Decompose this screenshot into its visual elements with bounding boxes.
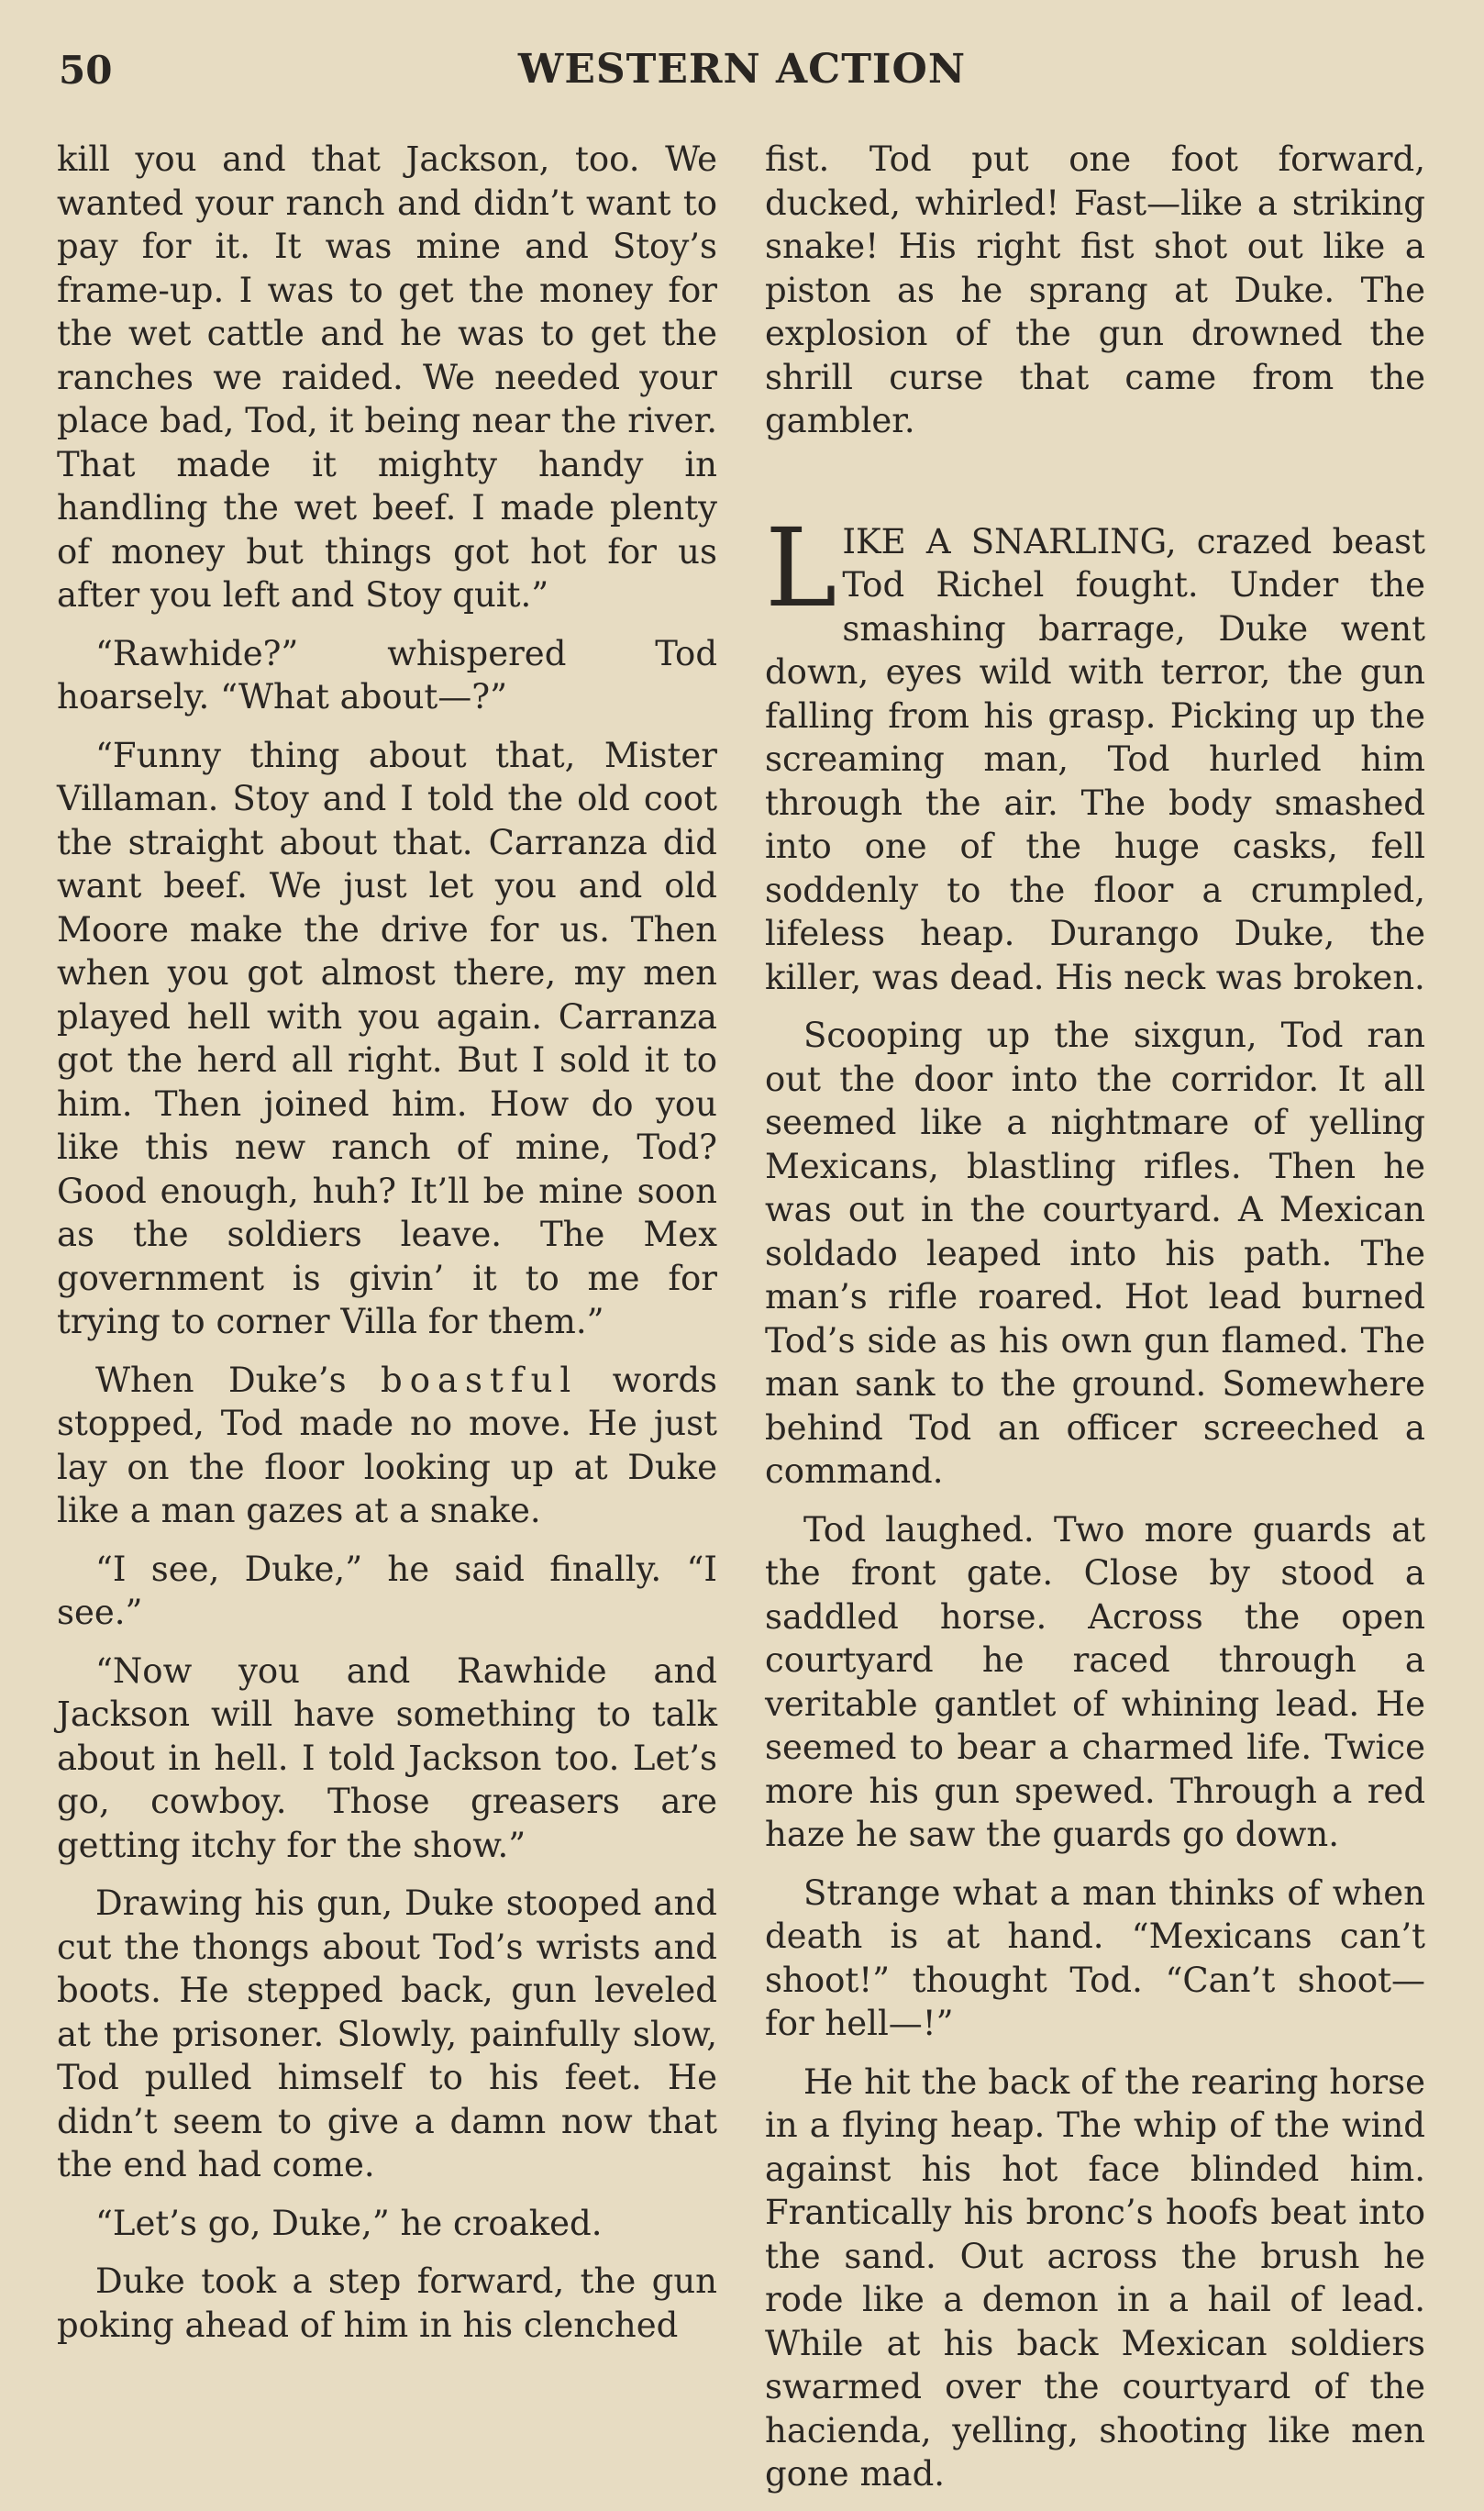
paragraph: “Funny thing about that, Mister Villaman. Stoy and I told the old coot the straight about that. Carranza did want beef. We just let you and old Moore make the drive for us. Then when you got almost there, my men played hell with you again. Carranza got the herd all right. But I sold it to him. Then joined him. How do you like this new ranch of mine, Tod? Good enough, huh? It’ll be mine soon as the soldiers leave. The Mex government is givin’ it to me for trying to corner Villa for them.” [57, 735, 717, 1341]
paragraph: He hit the back of the rearing horse in a flying heap. The whip of the wind against his hot face blinded him. Frantically his bronc’s hoofs beat into the sand. Out across the brush he rode like a demon in a hail of lead. While at his back Mexican soldiers swarmed over the courtyard of the hacienda, yelling, shooting like men gone mad. [765, 2061, 1425, 2494]
paragraph [57, 1359, 717, 1533]
paragraph: Scooping up the sixgun, Tod ran out the door into the corridor. It all seemed like a nightmare of yelling Mexicans, blastling rifles. Then he was out in the courtyard. A Mexican soldado leaped into his path. The man’s rifle roared. Hot lead burned Tod’s side as his own gun flamed. The man sank to the ground. Somewhere behind Tod an officer screeched a command. [765, 1016, 1425, 1491]
paragraph: Drawing his gun, Duke stooped and cut the thongs about Tod’s wrists and boots. He stepped back, gun leveled at the prisoner. Slowly, painfully slow, Tod pulled himself to his feet. He didn’t seem to give a damn now that the end had come. [57, 1883, 717, 2184]
paragraph-text: When Duke’s [95, 1360, 382, 1400]
page-number: 50 [59, 48, 113, 93]
paragraph: fist. Tod put one foot forward, ducked, whirled! Fast—like a striking snake! His right fist shot out like a piston as he sprang at Duke. The explosion of the gun drowned the shrill curse that came from the gambler. [765, 139, 1425, 440]
emphasized-word: boastful [381, 1360, 579, 1400]
paragraph: Strange what a man thinks of when death is at hand. “Mexicans can’t shoot!” thought Tod. “Can’t shoot—for hell—!” [765, 1872, 1425, 2043]
paragraph: “Rawhide?” whispered Tod hoarsely. “What about—?” [57, 633, 717, 717]
paragraph: “Now you and Rawhide and Jackson will have something to talk about in hell. I told Jackson too. Let’s go, cowboy. Those greasers are getting itchy for the show.” [57, 1650, 717, 1865]
running-head: WESTERN ACTION [517, 46, 967, 93]
paragraph-text: IKE A SNARLING, crazed beast Tod Richel fought. Under the smashing barrage, Duke went down, eyes wild with terror, the gun falling from his grasp. Picking up the screaming man, Tod hurled him through the air. The body smashed into one of the huge casks, fell soddenly to the floor a crumpled, lifeless heap. Durango Duke, the killer, was dead. His neck was broken. [765, 521, 1425, 997]
paragraph: kill you and that Jackson, too. We wanted your ranch and didn’t want to pay for it. It was mine and Stoy’s frame-up. I was to get the money for the wet cattle and he was to get the ranches we raided. We needed your place bad, Tod, it being near the river. That made it mighty handy in handling the wet beef. I made plenty of money but things got hot for us after you left and Stoy quit.” [57, 139, 717, 615]
paragraph-text: words stopped, Tod made no move. He just lay on the floor looking up at Duke like a man gazes at a snake. [57, 1360, 717, 1530]
paragraph: “I see, Duke,” he said finally. “I see.” [57, 1549, 717, 1632]
paragraph: Tod laughed. Two more guards at the front gate. Close by stood a saddled horse. Across the open courtyard he raced through a veritable gantlet of whining lead. He seemed to bear a charmed life. Twice more his gun spewed. Through a red haze he saw the guards go down. [765, 1509, 1425, 1854]
left-column [57, 138, 717, 2361]
paragraph: “Let’s go, Duke,” he croaked. [95, 2203, 603, 2243]
paragraph: Duke took a step forward, the gun poking ahead of him in his clenched [57, 2261, 717, 2345]
paragraph [765, 504, 1425, 1000]
right-column [765, 138, 1425, 2511]
drop-cap: L [765, 504, 837, 631]
